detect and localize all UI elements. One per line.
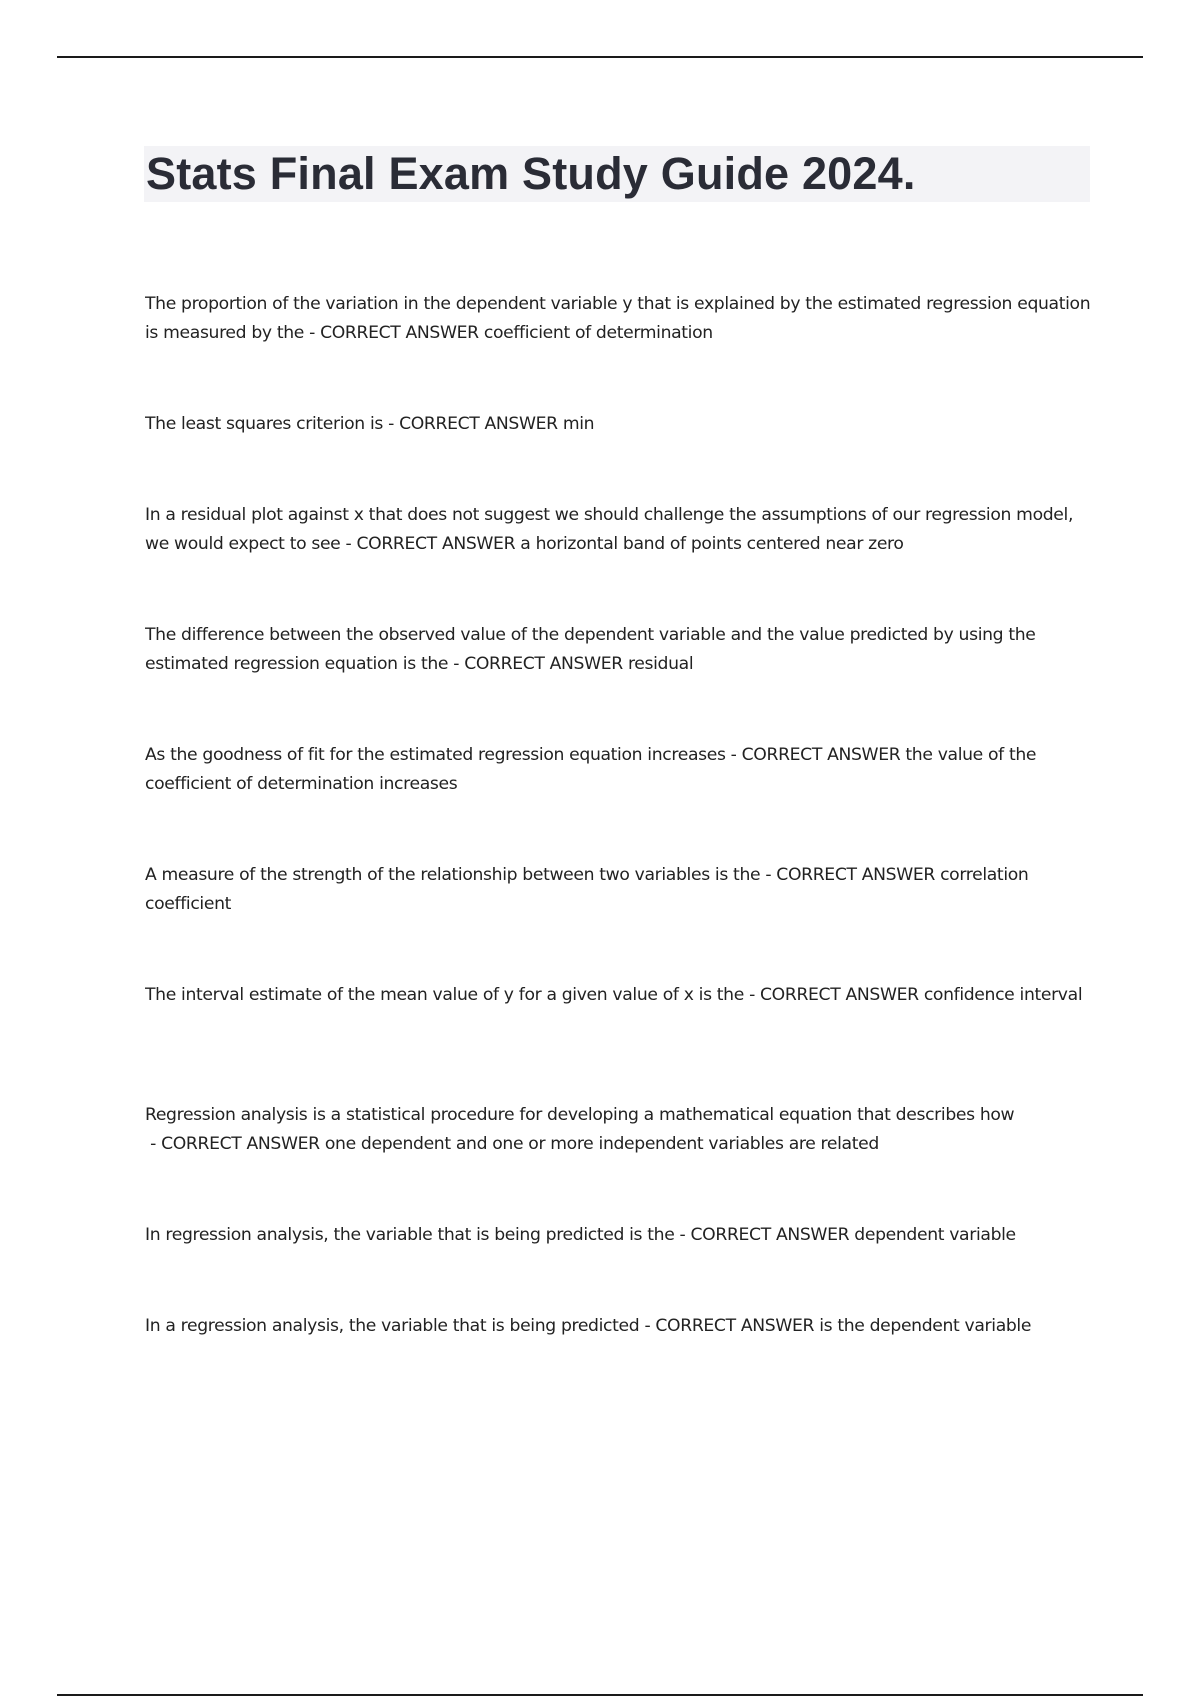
answer-separator: - CORRECT ANSWER xyxy=(760,865,941,885)
qa-item-1 xyxy=(145,290,1095,348)
answer-separator: - CORRECT ANSWER xyxy=(725,745,906,765)
qa-item-5 xyxy=(145,741,1095,799)
top-rule xyxy=(57,56,1143,58)
question-text: Regression analysis is a statistical procedure for developing a mathematical equation that describes how xyxy=(145,1105,1015,1125)
question-text: In a residual plot against x that does not suggest we should challenge the assumptions of our regression model, we would expect to see xyxy=(145,505,1074,554)
qa-item-9 xyxy=(145,1221,1095,1250)
qa-item-8 xyxy=(145,1101,1095,1159)
answer-separator: - CORRECT ANSWER xyxy=(448,654,628,674)
answer-text: residual xyxy=(627,654,694,674)
qa-item-3 xyxy=(145,501,1095,559)
qa-item-7 xyxy=(145,981,1095,1039)
question-text: The least squares criterion is xyxy=(145,414,383,434)
page-title: Stats Final Exam Study Guide 2024. xyxy=(146,148,916,199)
question-text: In a regression analysis, the variable that is being predicted xyxy=(145,1316,640,1336)
answer-text: dependent variable xyxy=(854,1225,1016,1245)
answer-separator: - CORRECT ANSWER xyxy=(383,414,563,434)
answer-separator: - CORRECT ANSWER xyxy=(639,1316,820,1336)
answer-text: a horizontal band of points centered near zero xyxy=(520,534,904,554)
answer-text: min xyxy=(562,414,595,434)
answer-text: is the dependent variable xyxy=(819,1316,1032,1336)
answer-text: the value of the coefficient of determination increases xyxy=(145,745,1037,794)
answer-text: confidence interval xyxy=(923,985,1083,1005)
question-text: In regression analysis, the variable that is being predicted is the xyxy=(145,1225,675,1245)
answer-separator: - CORRECT ANSWER xyxy=(340,534,521,554)
answer-separator: - CORRECT ANSWER xyxy=(303,323,484,343)
question-text: The difference between the observed value of the dependent variable and the value predicted by using the estimated regression equation is the xyxy=(145,625,1036,674)
question-answer-list xyxy=(145,290,1095,1432)
qa-item-6 xyxy=(145,861,1095,919)
bottom-rule xyxy=(57,1694,1143,1696)
answer-text: one dependent and one or more independent variables are related xyxy=(324,1134,879,1154)
question-text: As the goodness of fit for the estimated regression equation increases xyxy=(145,745,726,765)
question-text: The interval estimate of the mean value of y for a given value of x is the xyxy=(145,985,744,1005)
question-text: A measure of the strength of the relationship between two variables is the xyxy=(145,865,761,885)
qa-item-10 xyxy=(145,1312,1095,1370)
answer-separator: - CORRECT ANSWER xyxy=(674,1225,855,1245)
qa-item-2 xyxy=(145,410,1095,439)
question-text: The proportion of the variation in the dependent variable y that is explained by the estimated regression equation is measured by the xyxy=(145,294,1091,343)
answer-text: coefficient of determination xyxy=(483,323,713,343)
answer-text: correlation coefficient xyxy=(145,865,1029,914)
answer-separator: - CORRECT ANSWER xyxy=(145,1134,325,1154)
answer-separator: - CORRECT ANSWER xyxy=(743,985,924,1005)
qa-item-4 xyxy=(145,621,1095,679)
